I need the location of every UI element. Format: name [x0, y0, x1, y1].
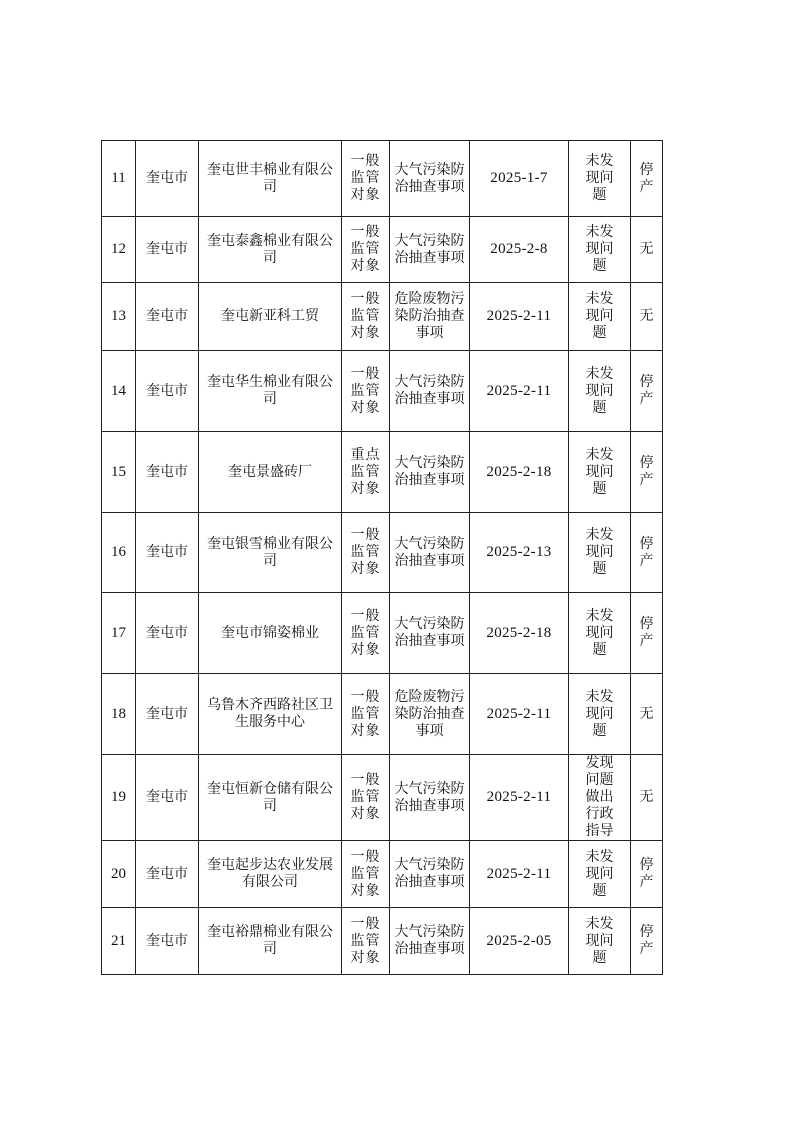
remark-cell: 停产 [631, 432, 663, 513]
result-cell: 未发现问题 [569, 841, 631, 908]
company-cell: 奎屯市锦姿棉业 [199, 593, 342, 674]
result-cell: 未发现问题 [569, 283, 631, 351]
table-row [102, 141, 663, 217]
supervision-level-cell: 一般监管对象 [342, 283, 390, 351]
supervision-level-cell: 一般监管对象 [342, 351, 390, 432]
row-number: 14 [102, 351, 136, 432]
inspection-item-cell: 大气污染防治抽查事项 [390, 841, 470, 908]
table-row [102, 755, 663, 841]
company-cell: 奎屯泰鑫棉业有限公司 [199, 217, 342, 283]
inspection-item-cell: 大气污染防治抽查事项 [390, 432, 470, 513]
date-cell: 2025-1-7 [470, 141, 569, 217]
city-cell: 奎屯市 [136, 593, 199, 674]
city-cell: 奎屯市 [136, 674, 199, 755]
date-cell: 2025-2-11 [470, 755, 569, 841]
inspection-item-cell: 危险废物污染防治抽查事项 [390, 674, 470, 755]
supervision-level-cell: 重点监管对象 [342, 432, 390, 513]
row-number: 19 [102, 755, 136, 841]
date-cell: 2025-2-11 [470, 674, 569, 755]
row-number: 20 [102, 841, 136, 908]
company-cell: 奎屯银雪棉业有限公司 [199, 513, 342, 593]
row-number: 21 [102, 908, 136, 975]
remark-cell: 无 [631, 755, 663, 841]
company-cell: 奎屯起步达农业发展有限公司 [199, 841, 342, 908]
inspection-item-cell: 大气污染防治抽查事项 [390, 908, 470, 975]
city-cell: 奎屯市 [136, 841, 199, 908]
result-cell: 发现问题做出行政指导 [569, 755, 631, 841]
result-cell: 未发现问题 [569, 674, 631, 755]
date-cell: 2025-2-18 [470, 593, 569, 674]
result-cell: 未发现问题 [569, 351, 631, 432]
supervision-level-cell: 一般监管对象 [342, 513, 390, 593]
company-cell: 奎屯新亚科工贸 [199, 283, 342, 351]
remark-cell: 停产 [631, 141, 663, 217]
company-cell: 奎屯景盛砖厂 [199, 432, 342, 513]
supervision-level-cell: 一般监管对象 [342, 841, 390, 908]
row-number: 12 [102, 217, 136, 283]
remark-cell: 停产 [631, 351, 663, 432]
supervision-level-cell: 一般监管对象 [342, 217, 390, 283]
city-cell: 奎屯市 [136, 283, 199, 351]
supervision-level-cell: 一般监管对象 [342, 674, 390, 755]
date-cell: 2025-2-11 [470, 351, 569, 432]
table-row [102, 513, 663, 593]
table-row [102, 841, 663, 908]
date-cell: 2025-2-13 [470, 513, 569, 593]
supervision-level-cell: 一般监管对象 [342, 908, 390, 975]
row-number: 17 [102, 593, 136, 674]
company-cell: 乌鲁木齐西路社区卫生服务中心 [199, 674, 342, 755]
row-number: 15 [102, 432, 136, 513]
table-body [102, 141, 663, 975]
inspection-item-cell: 大气污染防治抽查事项 [390, 755, 470, 841]
company-cell: 奎屯裕鼎棉业有限公司 [199, 908, 342, 975]
result-cell: 未发现问题 [569, 217, 631, 283]
supervision-level-cell: 一般监管对象 [342, 141, 390, 217]
city-cell: 奎屯市 [136, 513, 199, 593]
row-number: 13 [102, 283, 136, 351]
table-row [102, 351, 663, 432]
city-cell: 奎屯市 [136, 755, 199, 841]
table-row [102, 674, 663, 755]
remark-cell: 停产 [631, 593, 663, 674]
company-cell: 奎屯恒新仓储有限公司 [199, 755, 342, 841]
date-cell: 2025-2-8 [470, 217, 569, 283]
table-row [102, 432, 663, 513]
table-row [102, 217, 663, 283]
date-cell: 2025-2-11 [470, 841, 569, 908]
remark-cell: 停产 [631, 841, 663, 908]
remark-cell: 无 [631, 674, 663, 755]
city-cell: 奎屯市 [136, 217, 199, 283]
date-cell: 2025-2-05 [470, 908, 569, 975]
table-row [102, 283, 663, 351]
inspection-item-cell: 大气污染防治抽查事项 [390, 351, 470, 432]
company-cell: 奎屯华生棉业有限公司 [199, 351, 342, 432]
company-cell: 奎屯世丰棉业有限公司 [199, 141, 342, 217]
inspection-item-cell: 大气污染防治抽查事项 [390, 217, 470, 283]
result-cell: 未发现问题 [569, 908, 631, 975]
city-cell: 奎屯市 [136, 908, 199, 975]
date-cell: 2025-2-18 [470, 432, 569, 513]
inspection-item-cell: 大气污染防治抽查事项 [390, 141, 470, 217]
table-row [102, 593, 663, 674]
city-cell: 奎屯市 [136, 432, 199, 513]
date-cell: 2025-2-11 [470, 283, 569, 351]
inspection-table [101, 140, 663, 975]
table-row [102, 908, 663, 975]
remark-cell: 无 [631, 217, 663, 283]
supervision-level-cell: 一般监管对象 [342, 755, 390, 841]
inspection-item-cell: 危险废物污染防治抽查事项 [390, 283, 470, 351]
remark-cell: 停产 [631, 908, 663, 975]
result-cell: 未发现问题 [569, 141, 631, 217]
result-cell: 未发现问题 [569, 513, 631, 593]
row-number: 18 [102, 674, 136, 755]
row-number: 11 [102, 141, 136, 217]
city-cell: 奎屯市 [136, 141, 199, 217]
inspection-item-cell: 大气污染防治抽查事项 [390, 593, 470, 674]
remark-cell: 无 [631, 283, 663, 351]
supervision-level-cell: 一般监管对象 [342, 593, 390, 674]
city-cell: 奎屯市 [136, 351, 199, 432]
remark-cell: 停产 [631, 513, 663, 593]
inspection-item-cell: 大气污染防治抽查事项 [390, 513, 470, 593]
result-cell: 未发现问题 [569, 432, 631, 513]
row-number: 16 [102, 513, 136, 593]
result-cell: 未发现问题 [569, 593, 631, 674]
